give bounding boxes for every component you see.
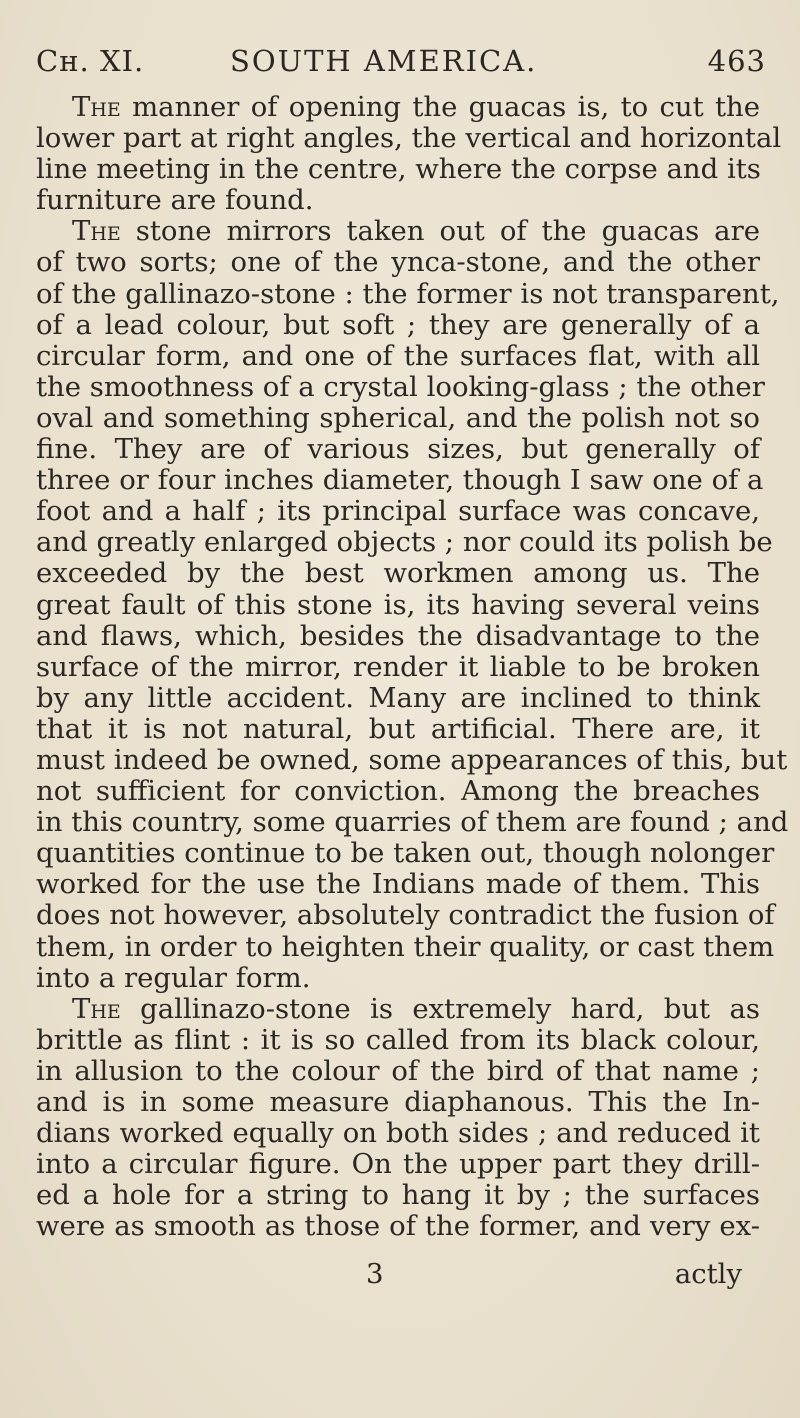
text-line: into a regular form. (36, 961, 311, 994)
text-line: not sufficient for conviction. Among the breaches (36, 775, 760, 808)
text-line: exceeded by the best workmen among us. The (36, 557, 760, 590)
text-line: foot and a half ; its principal surface was concave, (36, 495, 760, 528)
text-line: into a circular figure. On the upper part they drill- (36, 1148, 760, 1181)
text-line: The gallinazo-stone is extremely hard, but as (72, 992, 760, 1025)
text-line: great fault of this stone is, its having several veins (36, 588, 760, 621)
body-text (36, 91, 789, 1243)
text-line: and flaws, which, besides the disadvantage to the (36, 619, 760, 652)
text-line: must indeed be owned, some appearances of this, but (36, 743, 788, 776)
paragraph (36, 91, 782, 217)
paragraph-lead: The (72, 992, 121, 1025)
text-line: in allusion to the colour of the bird of that name ; (36, 1054, 760, 1087)
page-footer (36, 1259, 760, 1290)
text-line: ed a hole for a string to hang it by ; the surfaces (36, 1179, 760, 1212)
text-line: and is in some measure diaphanous. This the In- (36, 1086, 760, 1118)
text-line: were as smooth as those of the former, and very ex- (36, 1210, 760, 1243)
text-line: three or four inches diameter, though I saw one of a (36, 464, 764, 497)
text-line: surface of the mirror, render it liable to be broken (36, 650, 760, 683)
text-line: circular form, and one of the surfaces flat, with all (36, 339, 760, 372)
text-line: dians worked equally on both sides ; and reduced it (36, 1117, 760, 1150)
text-line: in this country, some quarries of them are found ; and (36, 806, 789, 839)
signature-mark: 3 (366, 1258, 384, 1290)
paragraph (36, 994, 760, 1243)
text-line: oval and something spherical, and the polish not so (36, 401, 760, 434)
catchword: actly (674, 1258, 742, 1290)
running-header (36, 44, 766, 88)
text-line: of the gallinazo-stone : the former is not transparent, (36, 277, 780, 310)
text-line: of two sorts; one of the ynca-stone, and the other (36, 246, 760, 279)
text-line: that it is not natural, but artificial. There are, it (36, 712, 760, 745)
text-line: The manner of opening the guacas is, to cut the (72, 91, 760, 123)
paragraph-lead: The (72, 215, 121, 248)
text-line: quantities continue to be taken out, though nolonger (36, 837, 775, 870)
text-line: them, in order to heighten their quality, or cast them (36, 930, 775, 963)
text-line: does not however, absolutely contradict the fusion of (36, 899, 775, 932)
paragraph (36, 215, 789, 994)
text-line: lower part at right angles, the vertical and horizontal (36, 122, 782, 155)
text-line: worked for the use the Indians made of them. This (36, 868, 760, 901)
paragraph-lead: The (72, 91, 121, 123)
chapter-label: Cн. XI. (36, 44, 145, 78)
text-line: and greatly enlarged objects ; nor could its polish be (36, 526, 773, 559)
text-line: of a lead colour, but soft ; they are generally of a (36, 308, 760, 341)
running-title: SOUTH AMERICA. (230, 44, 538, 78)
text-line: furniture are found. (36, 184, 314, 217)
text-line: line meeting in the centre, where the corpse and its (36, 153, 761, 186)
text-line: The stone mirrors taken out of the guacas are (72, 215, 760, 248)
text-line: fine. They are of various sizes, but generally of (36, 433, 760, 466)
text-line: by any little accident. Many are inclined to think (36, 681, 760, 714)
text-line: the smoothness of a crystal looking-glass ; the other (36, 370, 765, 403)
text-line: brittle as flint : it is so called from its black colour, (36, 1023, 760, 1056)
page-number: 463 (707, 44, 766, 78)
